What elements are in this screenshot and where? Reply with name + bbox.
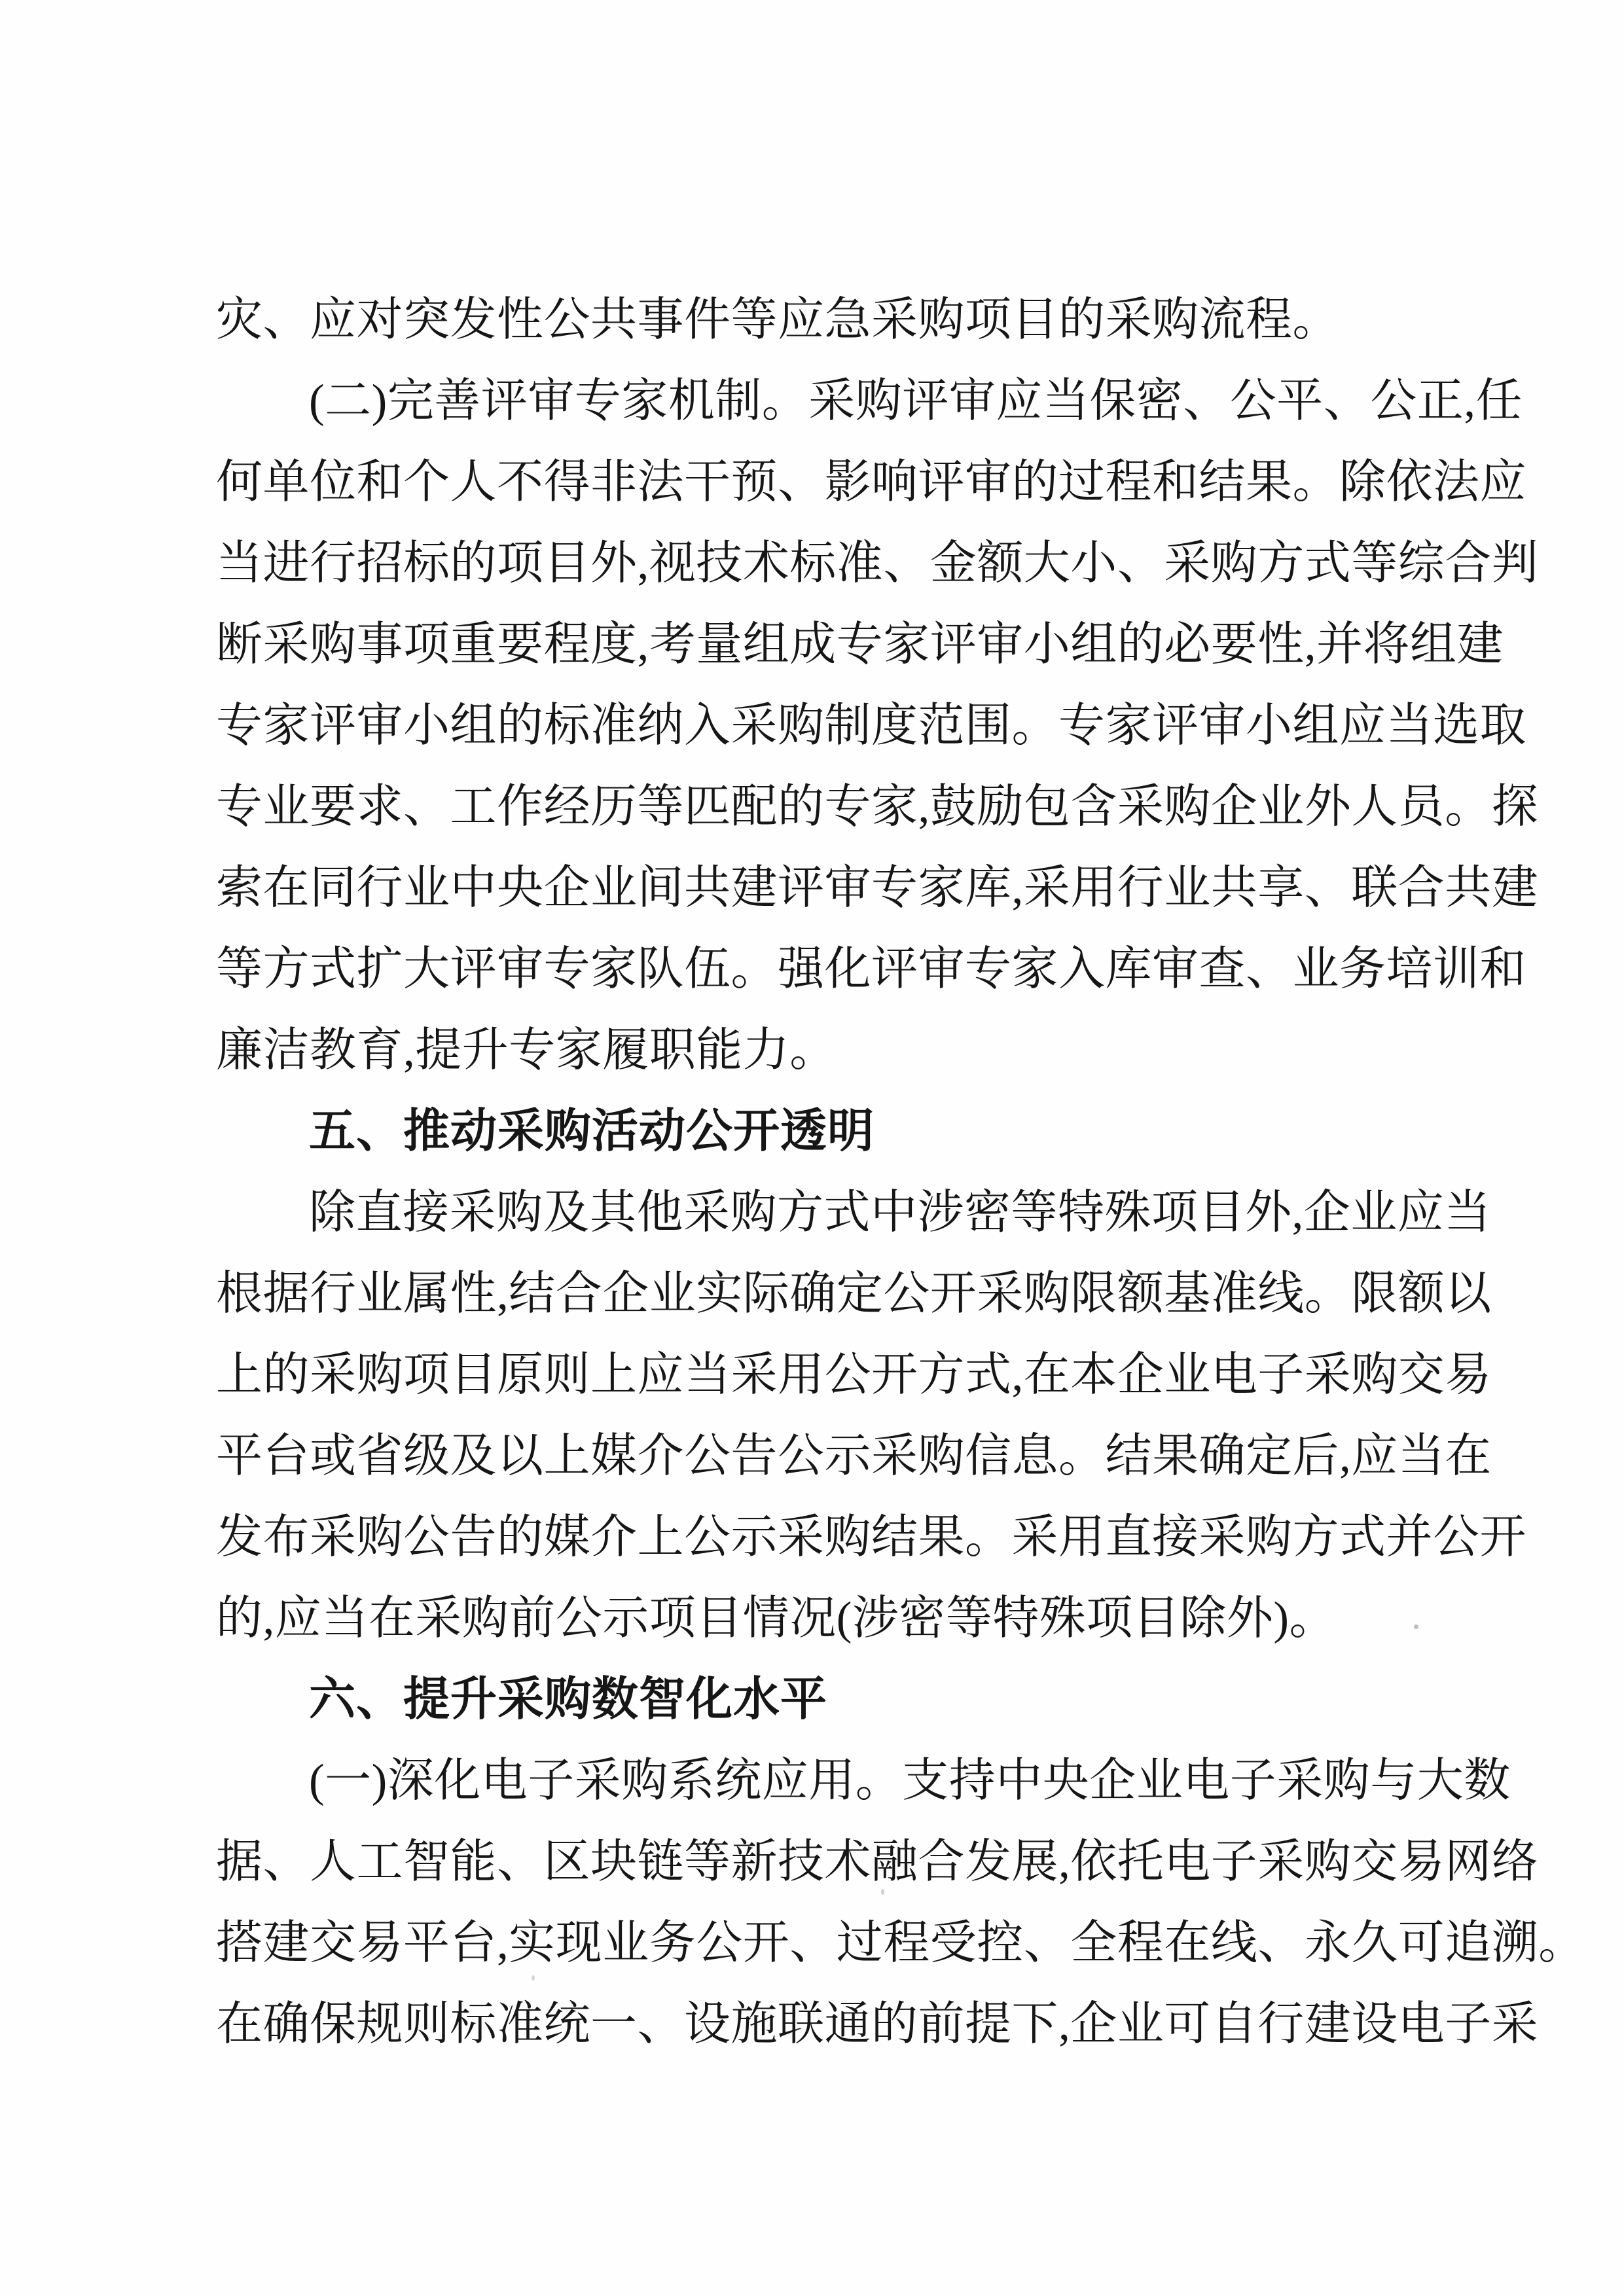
text-line: 当进行招标的项目外,视技术标准、金额大小、采购方式等综合判: [216, 538, 1539, 589]
text-block: [216, 279, 1585, 2065]
text-line: 何单位和个人不得非法干预、影响评审的过程和结果。除依法应: [216, 457, 1527, 508]
text-line: (一)深化电子采购系统应用。支持中央企业电子采购与大数: [309, 1755, 1511, 1806]
scan-speck: [1414, 1624, 1418, 1629]
text-line: 索在同行业中央企业间共建评审专家库,采用行业共享、联合共建: [216, 863, 1539, 914]
scan-speck: [881, 1889, 884, 1895]
text-line: 根据行业属性,结合企业实际确定公开采购限额基准线。限额以: [216, 1268, 1492, 1319]
text-line: 灾、应对突发性公共事件等应急采购项目的采购流程。: [216, 295, 1340, 346]
section-heading: 六、提升采购数智化水平: [309, 1674, 828, 1725]
text-line: 上的采购项目原则上应当采用公开方式,在本企业电子采购交易: [216, 1350, 1492, 1401]
text-line: (二)完善评审专家机制。采购评审应当保密、公平、公正,任: [309, 376, 1523, 427]
text-line: 专业要求、工作经历等匹配的专家,鼓励包含采购企业外人员。探: [216, 781, 1539, 833]
text-line: 断采购事项重要程度,考量组成专家评审小组的必要性,并将组建: [216, 619, 1504, 670]
text-line: 等方式扩大评审专家队伍。强化评审专家入库审查、业务培训和: [216, 944, 1527, 995]
text-line: 据、人工智能、区块链等新技术融合发展,依托电子采购交易网络: [216, 1837, 1539, 1888]
text-line: 的,应当在采购前公示项目情况(涉密等特殊项目除外)。: [216, 1593, 1337, 1644]
section-heading: 五、推动采购活动公开透明: [309, 1105, 875, 1157]
text-line: 平台或省级及以上媒介公告公示采购信息。结果确定后,应当在: [216, 1431, 1492, 1482]
text-line: 除直接采购及其他采购方式中涉密等特殊项目外,企业应当: [309, 1187, 1491, 1238]
scan-speck: [532, 1975, 535, 1981]
text-line: 专家评审小组的标准纳入采购制度范围。专家评审小组应当选取: [216, 700, 1527, 751]
text-line: 廉洁教育,提升专家履职能力。: [216, 1025, 837, 1076]
text-line: 发布采购公告的媒介上公示采购结果。采用直接采购方式并公开: [216, 1512, 1527, 1563]
text-line: 在确保规则标准统一、设施联通的前提下,企业可自行建设电子采: [216, 1999, 1539, 2050]
text-line: 搭建交易平台,实现业务公开、过程受控、全程在线、永久可追溯。: [216, 1918, 1585, 1969]
